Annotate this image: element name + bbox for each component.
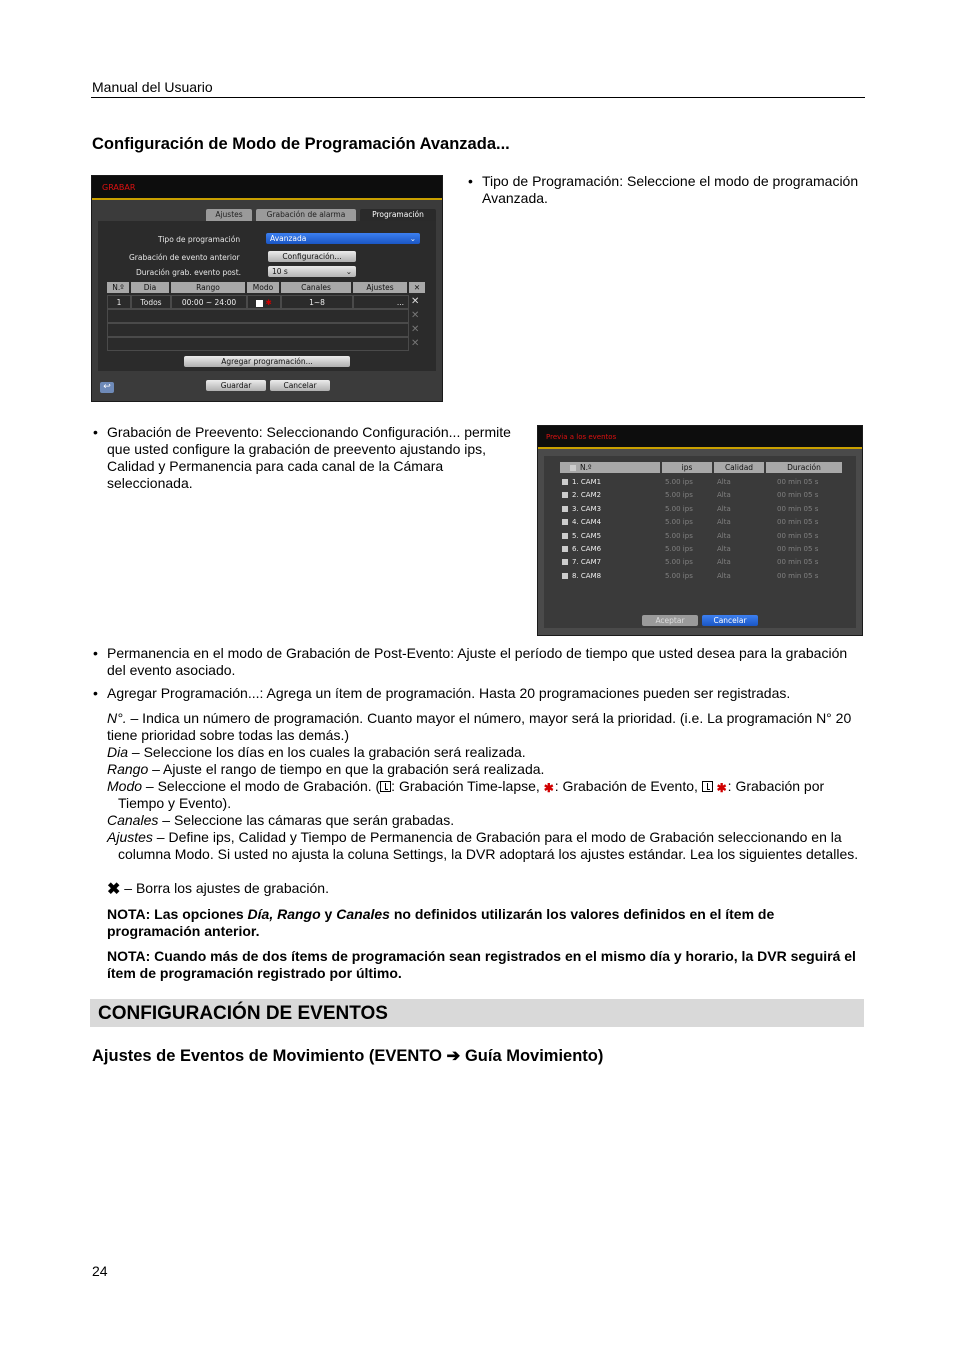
camera-name: 3. CAM3 — [562, 503, 601, 515]
time-lapse-icon — [380, 781, 391, 792]
def-delete: ✖ – Borra los ajustes de grabación. — [107, 880, 329, 898]
tab-grabacion-alarma[interactable]: Grabación de alarma — [256, 209, 356, 221]
duracion-value[interactable]: 00 min 05 s — [777, 531, 819, 540]
row1-canales[interactable]: 1~8 — [281, 295, 353, 309]
event-icon: ✱ — [716, 781, 727, 795]
tab-programacion[interactable]: Programación — [360, 209, 436, 221]
page-number: 24 — [92, 1263, 108, 1279]
col-ajustes: Ajustes — [353, 282, 407, 293]
duracion-value[interactable]: 00 min 05 s — [777, 518, 819, 527]
duracion-value[interactable]: 00 min 05 s — [777, 491, 819, 500]
bullet-tipo: • Tipo de Programación: Seleccione el modo de programación Avanzada. — [468, 173, 859, 206]
col-no: N.º — [107, 282, 129, 293]
row1-no: 1 — [107, 295, 131, 309]
col-duracion: Duración — [766, 462, 842, 473]
ips-value[interactable]: 5.00 ips — [665, 504, 693, 513]
row1-ajustes[interactable]: ... — [353, 295, 409, 309]
checkbox-icon[interactable] — [562, 546, 568, 552]
tipo-value: Avanzada — [270, 234, 307, 243]
camera-row[interactable] — [562, 476, 844, 488]
chevron-down-icon: ⌄ — [409, 234, 416, 243]
col-no: N.º — [560, 462, 660, 473]
col-modo: Modo — [247, 282, 279, 293]
duracion-value[interactable]: 00 min 05 s — [777, 478, 819, 486]
def-rango: Rango – Ajuste el rango de tiempo en que la grabación será realizada. — [107, 761, 545, 777]
col-calidad: Calidad — [714, 462, 764, 473]
event-icon: ✱ — [543, 781, 554, 795]
duracion-value[interactable]: 00 min 05 s — [777, 504, 819, 513]
post-value: 10 s — [272, 267, 288, 276]
calidad-value[interactable]: Alta — [717, 491, 731, 500]
bullet-tipo-text: Tipo de Programación: Seleccione el modo de programación Avanzada. — [482, 173, 859, 206]
agregar-programacion-button[interactable]: Agregar programación... — [184, 356, 350, 367]
tipo-label: Tipo de programación — [158, 235, 241, 244]
delete-row-icon[interactable]: ✕ — [411, 296, 420, 307]
cancelar-button[interactable]: Cancelar — [270, 380, 330, 391]
delete-row-icon: ✕ — [411, 324, 420, 335]
empty-row — [107, 309, 409, 323]
screen-title: Previa a los eventos — [546, 433, 617, 441]
calidad-value[interactable]: Alta — [717, 531, 731, 540]
def-dia: Dia – Seleccione los días en los cuales la grabación será realizada. — [107, 744, 526, 760]
def-modo: Modo – Seleccione el modo de Grabación. ( : Grabación Time-lapse, ✱: Grabación de Evento, ✱: Grabación por Tiempo y Evento). — [107, 778, 825, 811]
camera-name: 2. CAM2 — [562, 489, 601, 501]
delete-row-icon: ✕ — [411, 338, 420, 349]
calidad-value[interactable]: Alta — [717, 558, 731, 567]
camera-row[interactable] — [562, 570, 844, 582]
calidad-value[interactable]: Alta — [717, 571, 731, 580]
bullet-permanencia-text: Permanencia en el modo de Grabación de Post-Evento: Ajuste el período de tiempo que usted desea para la grabación del evento asociado. — [107, 645, 848, 678]
camera-row[interactable] — [562, 543, 844, 555]
chevron-down-icon: ⌄ — [345, 267, 352, 276]
empty-row — [107, 323, 409, 337]
duracion-value[interactable]: 00 min 05 s — [777, 545, 819, 553]
checkbox-icon[interactable] — [562, 573, 568, 579]
checkbox-icon[interactable] — [562, 492, 568, 498]
row1-rango[interactable]: 00:00 ~ 24:00 — [171, 295, 247, 309]
back-arrow-icon[interactable]: ↩ — [100, 382, 114, 393]
camera-name: 5. CAM5 — [562, 530, 601, 542]
section-bar-title: CONFIGURACIÓN DE EVENTOS — [98, 1003, 388, 1024]
ips-value[interactable]: 5.00 ips — [665, 571, 693, 580]
camera-row[interactable] — [562, 530, 844, 542]
checkbox-icon[interactable] — [562, 506, 568, 512]
time-lapse-icon — [702, 781, 713, 792]
camera-name: 4. CAM4 — [562, 516, 601, 528]
camera-name: 6. CAM6 — [562, 543, 601, 555]
duracion-value[interactable]: 00 min 05 s — [777, 558, 819, 567]
event-icon: ✱ — [265, 298, 272, 307]
section-bar — [90, 999, 864, 1027]
checkbox-icon[interactable] — [562, 559, 568, 565]
calidad-value[interactable]: Alta — [717, 504, 731, 513]
screen-title: GRABAR — [102, 183, 136, 192]
configuracion-button[interactable]: Configuración... — [268, 251, 356, 262]
clear-all-icon[interactable]: ✕ — [409, 282, 425, 293]
section-heading: Configuración de Modo de Programación Avanzada... — [92, 135, 510, 153]
calidad-value[interactable]: Alta — [717, 545, 731, 553]
ips-value[interactable]: 5.00 ips — [665, 478, 693, 486]
pre-event-screenshot — [537, 425, 863, 636]
post-select[interactable] — [268, 266, 356, 277]
col-canales: Canales — [281, 282, 351, 293]
header-rule — [91, 97, 865, 98]
record-schedule-screenshot — [91, 175, 443, 402]
row1-modo[interactable] — [247, 295, 281, 309]
post-label: Duración grab. evento post. — [136, 268, 242, 277]
empty-row — [107, 337, 409, 351]
def-no: N°. – Indica un número de programación. Cuanto mayor el número, mayor será la prioridad. (i.e. La programación N° 20 tiene prioridad sobre todas las demás.) — [107, 710, 852, 743]
row1-dia[interactable]: Todos — [131, 295, 171, 309]
ips-value[interactable]: 5.00 ips — [665, 531, 693, 540]
ips-value[interactable]: 5.00 ips — [665, 491, 693, 500]
checkbox-icon[interactable] — [562, 519, 568, 525]
checkbox-icon[interactable] — [570, 465, 576, 471]
preevento-label: Grabación de evento anterior — [129, 253, 240, 262]
calidad-value[interactable]: Alta — [717, 518, 731, 527]
bullet-agregar: • Agregar Programación...: Agrega un ítem de programación. Hasta 20 programaciones pueden ser registradas. — [93, 685, 791, 701]
nota-2: NOTA: Cuando más de dos ítems de programación sean registrados en el mismo día y horario, la DVR seguirá el ítem de programación registrado por último. — [107, 948, 856, 981]
camera-row[interactable] — [562, 556, 844, 568]
running-header: Manual del Usuario — [92, 79, 213, 95]
col-dia: Dia — [131, 282, 169, 293]
bullet-preevento: • Grabación de Preevento: Seleccionando Configuración... permite que usted configure la grabación de preevento ajustando ips, Calidad y Permanencia para cada canal de la Cámara seleccionada. — [93, 424, 511, 491]
tipo-select[interactable] — [266, 233, 420, 244]
col-ips: ips — [662, 462, 712, 473]
camera-row[interactable] — [562, 516, 844, 528]
subsection-heading: Ajustes de Eventos de Movimiento (EVENTO ➔ Guía Movimiento) — [92, 1047, 604, 1065]
screen-titlebar — [92, 176, 442, 200]
ips-value[interactable]: 5.00 ips — [665, 518, 693, 527]
bullet-preevento-text: Grabación de Preevento: Seleccionando Configuración... permite que usted configure la grabación de preevento ajustando ips, Calidad y Permanencia para cada canal de la Cámara seleccionada. — [107, 424, 511, 491]
delete-row-icon: ✕ — [411, 310, 420, 321]
time-lapse-icon — [256, 300, 263, 307]
camera-name: 8. CAM8 — [562, 570, 601, 582]
def-ajustes: Ajustes – Define ips, Calidad y Tiempo de Permanencia de Grabación para el modo de Grabación seleccionando en la columna Modo. Si usted no ajusta la coluna Settings, la DVR adoptará los ajustes estándar. Lea los siguientes detalles. — [107, 829, 859, 862]
camera-name: 1. CAM1 — [562, 476, 601, 488]
guardar-button[interactable]: Guardar — [206, 380, 266, 391]
camera-row[interactable] — [562, 489, 844, 501]
checkbox-icon[interactable] — [562, 533, 568, 539]
def-canales: Canales – Seleccione las cámaras que serán grabadas. — [107, 812, 455, 828]
cancelar-button[interactable]: Cancelar — [702, 615, 758, 626]
delete-x-icon: ✖ — [107, 881, 121, 898]
camera-row[interactable] — [562, 503, 844, 515]
bullet-agregar-text: Agregar Programación...: Agrega un ítem de programación. Hasta 20 programaciones pueden ser registradas. — [107, 685, 791, 701]
nota-1: NOTA: Las opciones Día, Rango y Canales no definidos utilizarán los valores definidos en el ítem de programación anterior. — [107, 906, 775, 939]
calidad-value[interactable]: Alta — [717, 478, 731, 486]
ips-value[interactable]: 5.00 ips — [665, 558, 693, 567]
ips-value[interactable]: 5.00 ips — [665, 545, 693, 553]
camera-name: 7. CAM7 — [562, 556, 601, 568]
bullet-permanencia: • Permanencia en el modo de Grabación de Post-Evento: Ajuste el período de tiempo que usted desea para la grabación del evento asociado. — [93, 645, 848, 678]
duracion-value[interactable]: 00 min 05 s — [777, 571, 819, 580]
aceptar-button[interactable]: Aceptar — [642, 615, 698, 626]
col-rango: Rango — [171, 282, 245, 293]
checkbox-icon[interactable] — [562, 479, 568, 485]
tab-ajustes[interactable]: Ajustes — [206, 209, 252, 221]
arrow-right-icon: ➔ — [446, 1047, 461, 1065]
